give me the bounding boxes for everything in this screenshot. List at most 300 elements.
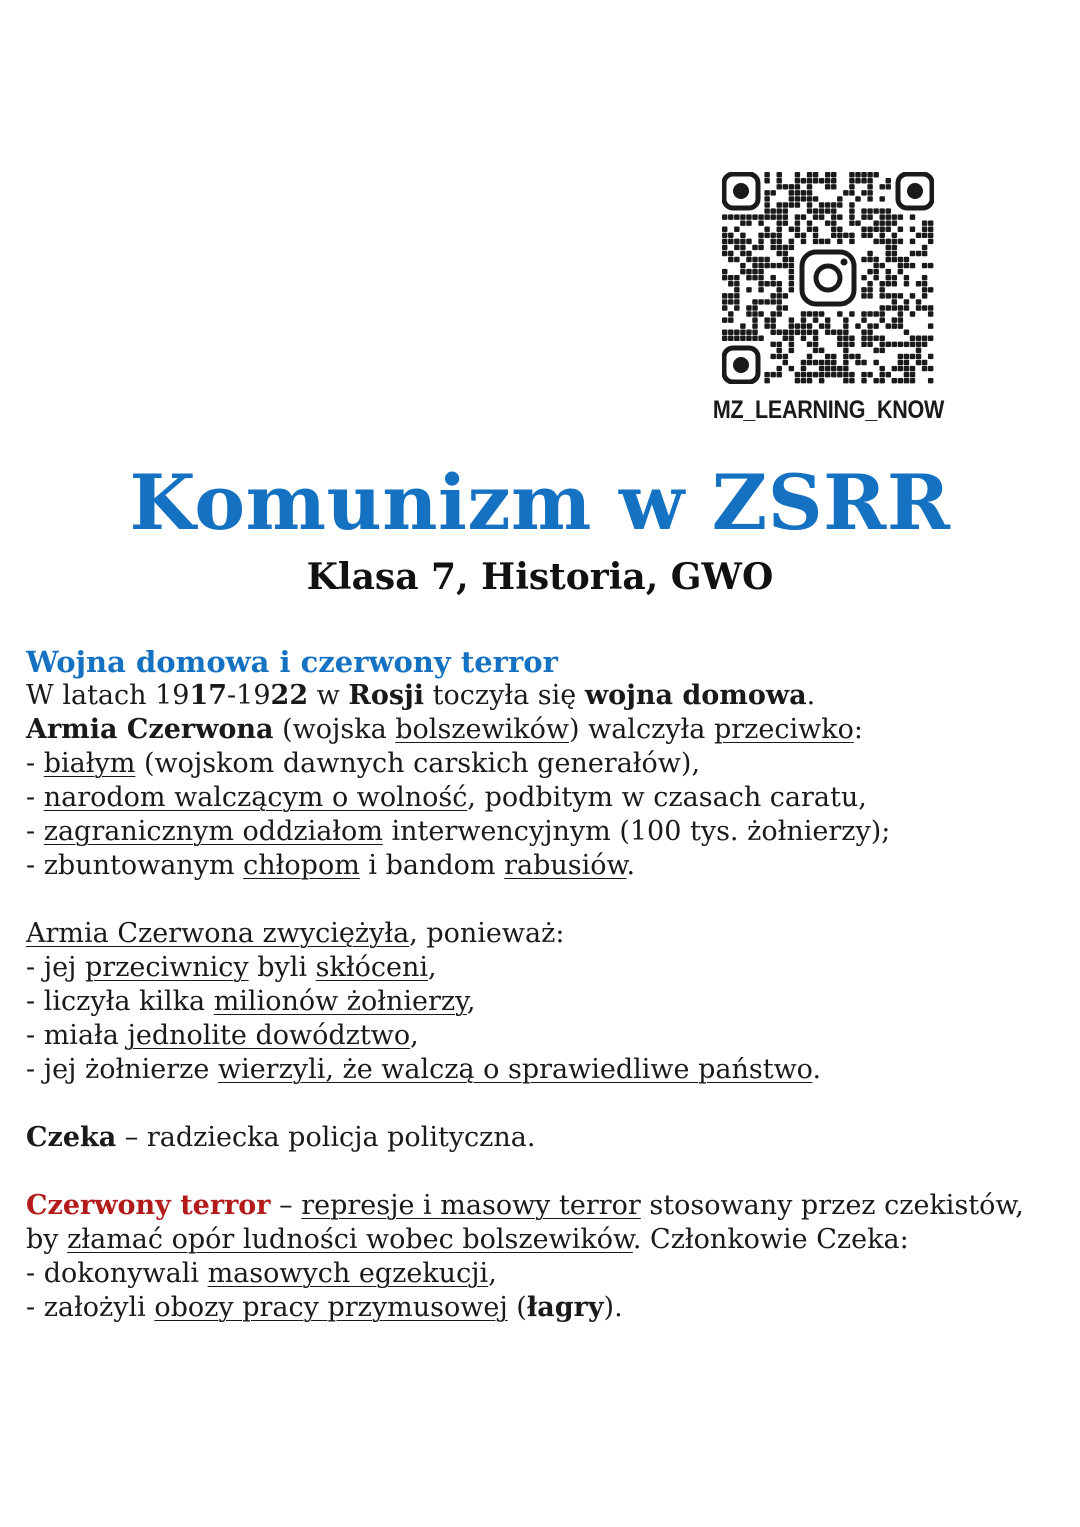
qr-module — [825, 372, 830, 377]
qr-module — [777, 245, 782, 250]
qr-module — [910, 239, 915, 244]
text: . — [626, 850, 636, 881]
qr-module — [922, 227, 927, 232]
qr-module — [928, 311, 933, 316]
qr-module — [886, 214, 891, 219]
qr-module — [831, 184, 836, 189]
list-item — [26, 1019, 1066, 1053]
qr-module — [904, 329, 909, 334]
underlined-text: bolszewików — [395, 714, 569, 745]
qr-module — [928, 220, 933, 225]
qr-module — [783, 245, 788, 250]
qr-module — [922, 275, 927, 280]
qr-module — [886, 251, 891, 256]
qr-module — [801, 196, 806, 201]
qr-module — [807, 172, 812, 177]
qr-module — [867, 227, 872, 232]
qr-module — [873, 239, 878, 244]
bold-text: Rosji — [348, 680, 425, 711]
qr-module — [904, 360, 909, 365]
qr-module — [831, 372, 836, 377]
qr-module — [740, 220, 745, 225]
qr-module — [861, 275, 866, 280]
qr-module — [728, 317, 733, 322]
qr-module — [740, 251, 745, 256]
qr-module — [807, 360, 812, 365]
qr-module — [777, 172, 782, 177]
qr-module — [770, 239, 775, 244]
qr-module — [777, 311, 782, 316]
qr-module — [825, 184, 830, 189]
qr-module — [795, 184, 800, 189]
qr-module — [758, 220, 763, 225]
qr-module — [831, 329, 836, 334]
qr-module — [849, 202, 854, 207]
qr-module — [837, 202, 842, 207]
qr-module — [831, 227, 836, 232]
qr-module — [807, 354, 812, 359]
qr-module — [886, 220, 891, 225]
underlined-text: represje i masowy terror — [301, 1190, 641, 1221]
qr-module — [813, 317, 818, 322]
qr-module — [825, 172, 830, 177]
qr-module — [752, 245, 757, 250]
qr-module — [813, 233, 818, 238]
qr-module — [764, 178, 769, 183]
qr-module — [867, 196, 872, 201]
qr-module — [904, 263, 909, 268]
text: - — [26, 748, 44, 779]
qr-module — [867, 311, 872, 316]
qr-module — [861, 257, 866, 262]
qr-module — [873, 348, 878, 353]
qr-module — [892, 239, 897, 244]
qr-module — [770, 214, 775, 219]
qr-module — [795, 172, 800, 177]
qr-module — [892, 257, 897, 262]
text: w — [308, 680, 349, 711]
qr-module — [722, 233, 727, 238]
qr-module — [825, 354, 830, 359]
qr-module — [910, 342, 915, 347]
qr-module — [922, 220, 927, 225]
qr-module — [886, 245, 891, 250]
qr-module — [922, 287, 927, 292]
qr-module — [783, 329, 788, 334]
qr-module — [886, 342, 891, 347]
qr-module — [764, 190, 769, 195]
qr-module — [928, 227, 933, 232]
underlined-text: skłóceni — [315, 952, 429, 983]
qr-module — [879, 263, 884, 268]
qr-module — [789, 336, 794, 341]
qr-module — [849, 239, 854, 244]
qr-module — [789, 342, 794, 347]
qr-module — [734, 227, 739, 232]
qr-module — [910, 336, 915, 341]
bold-text: 17 — [189, 680, 228, 711]
qr-module — [879, 233, 884, 238]
qr-module — [764, 281, 769, 286]
qr-module — [789, 281, 794, 286]
qr-module — [807, 378, 812, 383]
qr-module — [879, 208, 884, 213]
qr-module — [722, 275, 727, 280]
qr-module — [746, 275, 751, 280]
qr-module — [825, 360, 830, 365]
qr-module — [746, 305, 751, 310]
qr-module — [855, 354, 860, 359]
qr-module — [849, 354, 854, 359]
qr-module — [831, 208, 836, 213]
qr-module — [855, 172, 860, 177]
list-item — [26, 1053, 1066, 1087]
page-subtitle: Klasa 7, Historia, GWO — [306, 556, 774, 598]
qr-module — [879, 311, 884, 316]
qr-module — [728, 214, 733, 219]
qr-module — [892, 233, 897, 238]
qr-module — [758, 269, 763, 274]
qr-module — [789, 239, 794, 244]
qr-module — [770, 233, 775, 238]
qr-module — [722, 245, 727, 250]
qr-module — [777, 354, 782, 359]
qr-module — [849, 378, 854, 383]
qr-module — [722, 239, 727, 244]
qr-module — [867, 281, 872, 286]
qr-module — [819, 311, 824, 316]
qr-module — [867, 233, 872, 238]
qr-module — [740, 329, 745, 334]
text: – radziecka policja polityczna. — [116, 1122, 536, 1153]
qr-module — [922, 336, 927, 341]
qr-module — [904, 372, 909, 377]
qr-module — [801, 329, 806, 334]
qr-module — [783, 293, 788, 298]
qr-module — [783, 220, 788, 225]
qr-module — [861, 214, 866, 219]
qr-module — [728, 257, 733, 262]
qr-module — [777, 281, 782, 286]
qr-module — [867, 342, 872, 347]
qr-module — [752, 269, 757, 274]
qr-module — [777, 220, 782, 225]
qr-module — [867, 208, 872, 213]
qr-module — [886, 239, 891, 244]
text: , — [466, 986, 476, 1017]
qr-module — [777, 293, 782, 298]
qr-module — [910, 354, 915, 359]
qr-module — [843, 233, 848, 238]
qr-module — [801, 239, 806, 244]
qr-module — [886, 372, 891, 377]
qr-module — [740, 323, 745, 328]
qr-module — [746, 329, 751, 334]
qr-module — [922, 360, 927, 365]
qr-module — [825, 202, 830, 207]
qr-module — [886, 257, 891, 262]
qr-module — [843, 378, 848, 383]
qr-module — [813, 227, 818, 232]
qr-module — [928, 233, 933, 238]
qr-module — [928, 305, 933, 310]
qr-module — [722, 251, 727, 256]
qr-module — [783, 360, 788, 365]
qr-module — [849, 372, 854, 377]
qr-module — [904, 257, 909, 262]
qr-module — [819, 214, 824, 219]
qr-module — [752, 263, 757, 268]
qr-module — [916, 354, 921, 359]
qr-module — [886, 323, 891, 328]
qr-module — [728, 275, 733, 280]
bold-text: Czeka — [26, 1122, 117, 1153]
qr-module — [746, 214, 751, 219]
qr-module — [770, 354, 775, 359]
qr-module — [789, 190, 794, 195]
qr-module — [916, 299, 921, 304]
qr-module — [734, 275, 739, 280]
qr-finder-top-left — [724, 174, 758, 208]
qr-module — [904, 354, 909, 359]
qr-module — [819, 348, 824, 353]
qr-module — [801, 214, 806, 219]
qr-module — [861, 208, 866, 213]
qr-module — [734, 239, 739, 244]
qr-module — [764, 317, 769, 322]
qr-module — [789, 263, 794, 268]
qr-module — [831, 220, 836, 225]
qr-module — [734, 293, 739, 298]
qr-module — [898, 239, 903, 244]
qr-module — [777, 329, 782, 334]
qr-module — [922, 293, 927, 298]
qr-module — [928, 378, 933, 383]
text: - miała — [26, 1020, 128, 1051]
qr-code — [722, 172, 934, 384]
qr-module — [807, 184, 812, 189]
text: , ponieważ: — [409, 918, 565, 949]
qr-module — [910, 214, 915, 219]
qr-module — [898, 366, 903, 371]
text: (wojska — [273, 714, 396, 745]
text: , — [488, 1258, 497, 1289]
text: – — [270, 1190, 302, 1221]
text: - jej żołnierze — [26, 1054, 218, 1085]
qr-module — [922, 366, 927, 371]
qr-finder-bottom-left — [724, 348, 758, 382]
qr-module — [764, 208, 769, 213]
qr-module — [849, 172, 854, 177]
qr-module — [813, 311, 818, 316]
qr-module — [898, 342, 903, 347]
qr-module — [807, 220, 812, 225]
qr-module — [922, 342, 927, 347]
qr-module — [758, 214, 763, 219]
qr-module — [861, 336, 866, 341]
qr-module — [758, 239, 763, 244]
qr-module — [819, 360, 824, 365]
qr-module — [746, 287, 751, 292]
qr-module — [777, 348, 782, 353]
qr-module — [879, 305, 884, 310]
underlined-text: masowych egzekucji — [207, 1258, 489, 1289]
qr-module — [819, 366, 824, 371]
qr-module — [928, 336, 933, 341]
qr-module — [837, 196, 842, 201]
qr-module — [867, 287, 872, 292]
qr-module — [722, 269, 727, 274]
qr-module — [752, 336, 757, 341]
qr-module — [789, 202, 794, 207]
qr-module — [873, 227, 878, 232]
list-item — [26, 951, 1066, 985]
qr-module — [879, 366, 884, 371]
qr-module — [758, 275, 763, 280]
qr-module — [861, 317, 866, 322]
qr-module — [728, 299, 733, 304]
qr-module — [879, 281, 884, 286]
qr-module — [746, 311, 751, 316]
qr-module — [904, 366, 909, 371]
qr-module — [819, 323, 824, 328]
qr-module — [837, 329, 842, 334]
qr-module — [728, 293, 733, 298]
qr-module — [770, 263, 775, 268]
qr-module — [722, 305, 727, 310]
qr-module — [837, 239, 842, 244]
qr-module — [867, 172, 872, 177]
bold-text: wojna domowa — [584, 680, 807, 711]
qr-module — [928, 287, 933, 292]
qr-module — [916, 342, 921, 347]
qr-module — [843, 360, 848, 365]
qr-module — [801, 372, 806, 377]
spacer — [26, 1087, 1066, 1121]
list-item — [26, 747, 1066, 781]
list-item — [26, 1257, 1066, 1291]
text: , — [428, 952, 437, 983]
qr-module — [795, 227, 800, 232]
qr-module — [807, 227, 812, 232]
qr-module — [795, 190, 800, 195]
qr-module — [904, 281, 909, 286]
qr-module — [873, 263, 878, 268]
qr-module — [801, 233, 806, 238]
qr-module — [898, 269, 903, 274]
qr-module — [843, 372, 848, 377]
qr-module — [904, 305, 909, 310]
qr-module — [861, 233, 866, 238]
qr-module — [849, 208, 854, 213]
qr-module — [746, 257, 751, 262]
text: -19 — [227, 680, 271, 711]
instagram-qr-block — [712, 172, 944, 425]
qr-module — [777, 184, 782, 189]
qr-module — [746, 251, 751, 256]
qr-module — [825, 317, 830, 322]
qr-module — [843, 366, 848, 371]
qr-module — [922, 251, 927, 256]
qr-module — [910, 293, 915, 298]
qr-module — [722, 329, 727, 334]
qr-module — [910, 378, 915, 383]
qr-module — [849, 336, 854, 341]
qr-module — [764, 257, 769, 262]
qr-module — [898, 378, 903, 383]
qr-module — [886, 184, 891, 189]
qr-module — [740, 336, 745, 341]
list-item — [26, 781, 1066, 815]
text: ). — [603, 1292, 623, 1323]
underlined-text: jednolite dowództwo — [127, 1020, 411, 1051]
underlined-text: wierzyli, że walczą o sprawiedliwe państwo — [217, 1054, 813, 1085]
qr-module — [789, 245, 794, 250]
qr-module — [807, 311, 812, 316]
qr-module — [892, 281, 897, 286]
qr-module — [813, 178, 818, 183]
qr-module — [777, 178, 782, 183]
qr-module — [770, 245, 775, 250]
qr-module — [783, 251, 788, 256]
qr-module — [849, 311, 854, 316]
qr-module — [843, 342, 848, 347]
qr-module — [740, 239, 745, 244]
qr-module — [879, 317, 884, 322]
army-line — [26, 713, 1066, 747]
qr-module — [831, 360, 836, 365]
qr-module — [807, 196, 812, 201]
qr-module — [795, 233, 800, 238]
qr-module — [843, 323, 848, 328]
qr-module — [867, 293, 872, 298]
qr-module — [855, 323, 860, 328]
qr-module — [777, 251, 782, 256]
qr-module — [910, 263, 915, 268]
qr-module — [740, 263, 745, 268]
qr-module — [770, 190, 775, 195]
qr-module — [758, 245, 763, 250]
qr-module — [892, 214, 897, 219]
qr-module — [764, 299, 769, 304]
qr-module — [892, 293, 897, 298]
qr-module — [795, 178, 800, 183]
qr-module — [922, 233, 927, 238]
qr-module — [898, 317, 903, 322]
qr-module — [831, 233, 836, 238]
qr-module — [928, 354, 933, 359]
qr-module — [734, 336, 739, 341]
qr-module — [795, 372, 800, 377]
qr-module — [879, 293, 884, 298]
qr-module — [758, 299, 763, 304]
qr-module — [783, 336, 788, 341]
qr-module — [910, 251, 915, 256]
qr-module — [819, 208, 824, 213]
qr-module — [898, 293, 903, 298]
qr-module — [728, 311, 733, 316]
qr-module — [807, 323, 812, 328]
qr-module — [777, 227, 782, 232]
terror-definition — [26, 1189, 1066, 1223]
qr-module — [783, 257, 788, 262]
qr-module — [770, 275, 775, 280]
qr-module — [831, 366, 836, 371]
qr-module — [807, 202, 812, 207]
qr-module — [898, 354, 903, 359]
qr-module — [898, 227, 903, 232]
qr-module — [789, 366, 794, 371]
